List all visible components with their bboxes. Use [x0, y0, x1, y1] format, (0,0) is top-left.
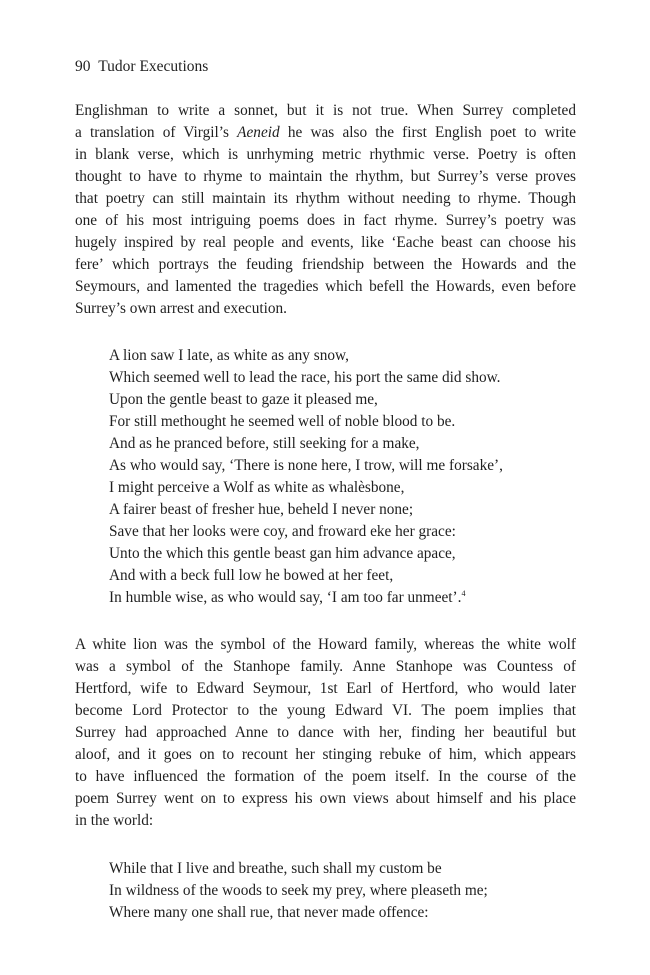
running-head [75, 56, 208, 78]
paragraph-line: Surrey had approached Anne to dance with her, finding her beautiful but [75, 724, 576, 741]
paragraph-line: Seymours, and lamented the tragedies which befell the Howards, even before [75, 278, 576, 295]
poem-line: For still methought he seemed well of noble blood to be. [109, 413, 456, 430]
paragraph-line: in the world: [75, 812, 154, 829]
paragraph-line: in blank verse, which is unrhyming metric rhythmic verse. Poetry is often [75, 146, 576, 163]
paragraph-line: to have influenced the formation of the poem itself. In the course of the [75, 768, 576, 785]
poem-line: As who would say, ‘There is none here, I trow, will me forsake’, [109, 457, 503, 474]
poem-line: Where many one shall rue, that never made offence: [109, 904, 429, 921]
footnote-marker: 4 [461, 588, 466, 598]
paragraph-1 [75, 100, 576, 320]
poem-line: And with a beck full low he bowed at her feet, [109, 567, 394, 584]
page-number: 90 [75, 58, 91, 75]
poem-line: Upon the gentle beast to gaze it pleased me, [109, 391, 378, 408]
poem-line: A fairer beast of fresher hue, beheld I never none; [109, 501, 414, 518]
paragraph-line: hugely inspired by real people and events, like ‘Eache beast can choose his [75, 234, 576, 251]
paragraph-line: Englishman to write a sonnet, but it is not true. When Surrey completed [75, 102, 576, 119]
poem-line: In humble wise, as who would say, ‘I am too far unmeet’.$^4$ [109, 588, 466, 606]
paragraph-line: aloof, and it goes on to recount her stinging rebuke of him, which appears [75, 746, 576, 763]
paragraph-line: that poetry can still maintain its rhythm without needing to rhyme. Though [75, 190, 576, 207]
paragraph-line: fere’ which portrays the feuding friendship between the Howards and the [75, 256, 576, 273]
poem-line: While that I live and breathe, such shall my custom be [109, 860, 442, 877]
paragraph-2 [75, 634, 576, 832]
poem-line: In wildness of the woods to seek my prey, where pleaseth me; [109, 882, 488, 899]
poem-line: And as he pranced before, still seeking for a make, [109, 435, 420, 452]
paragraph-line: Hertford, wife to Edward Seymour, 1st Earl of Hertford, who would later [75, 680, 576, 697]
paragraph-line: A white lion was the symbol of the Howard family, whereas the white wolf [75, 636, 576, 653]
poem-excerpt-2 [109, 858, 488, 924]
poem-line: Which seemed well to lead the race, his port the same did show. [109, 369, 501, 386]
poem-excerpt-1 [109, 345, 503, 609]
paragraph-line: was a symbol of the Stanhope family. Anne Stanhope was Countess of [75, 658, 576, 675]
poem-line: Save that her looks were coy, and froward eke her grace: [109, 523, 456, 540]
poem-line: A lion saw I late, as white as any snow, [109, 347, 349, 364]
paragraph-line: Surrey’s own arrest and execution. [75, 300, 287, 317]
paragraph-line: a translation of Virgil’s Aeneid he was also the first English poet to write [75, 124, 576, 141]
work-title: Aeneid [237, 124, 280, 141]
paragraph-line: one of his most intriguing poems does in fact rhyme. Surrey’s poetry was [75, 212, 576, 229]
running-title: Tudor Executions [98, 58, 209, 75]
paragraph-line: thought to have to rhyme to maintain the rhythm, but Surrey’s verse proves [75, 168, 576, 185]
poem-line: I might perceive a Wolf as white as whalèsbone, [109, 479, 405, 496]
paragraph-line: poem Surrey went on to express his own views about himself and his place [75, 790, 576, 807]
paragraph-line: become Lord Protector to the young Edward VI. The poem implies that [75, 702, 576, 719]
poem-line: Unto the which this gentle beast gan him advance apace, [109, 545, 456, 562]
